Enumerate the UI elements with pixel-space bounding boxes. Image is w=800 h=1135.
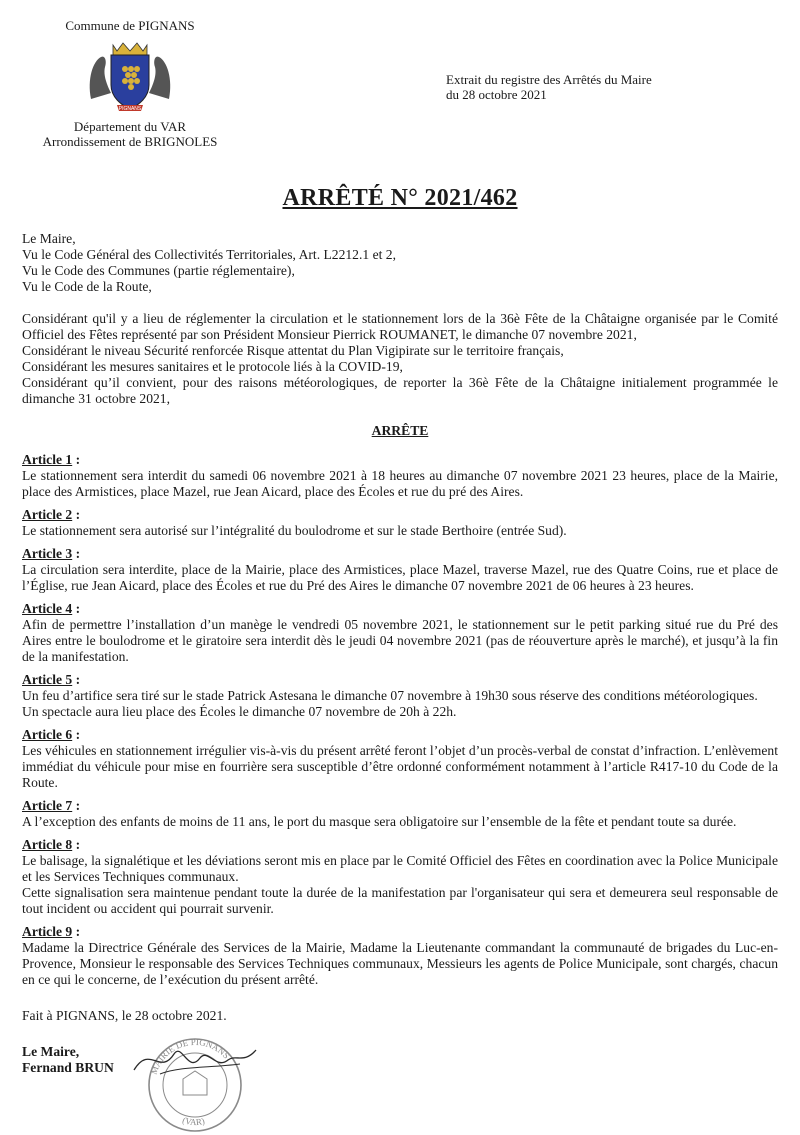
article-heading: [22, 924, 778, 940]
article-title: Article 4: [22, 601, 73, 616]
article-heading: [22, 727, 778, 743]
article-heading: [22, 672, 778, 688]
article-5: [22, 672, 778, 720]
article-8: [22, 837, 778, 917]
arrete-heading: ARRÊTE: [371, 423, 429, 438]
coat-of-arms-logo: [85, 39, 175, 115]
article-colon: :: [72, 837, 81, 852]
article-colon: :: [72, 727, 81, 742]
signatory-name: Fernand BRUN: [22, 1060, 114, 1075]
article-colon: :: [72, 507, 81, 522]
article-4: [22, 601, 778, 665]
register-extract: [446, 72, 652, 102]
article-heading: [22, 837, 778, 853]
articles-list: [22, 452, 778, 988]
article-text: A l’exception des enfants de moins de 11 ans, le port du masque sera obligatoire sur l’ensemble de la fête et pendant toute sa durée.: [22, 814, 737, 829]
letterhead-block: [30, 18, 230, 149]
article-title: Article 1: [22, 452, 73, 467]
preamble-line: Vu le Code de la Route,: [22, 279, 152, 294]
article-9: [22, 924, 778, 988]
article-heading: [22, 601, 778, 617]
departement-label: Département du VAR: [73, 119, 187, 134]
article-heading: [22, 546, 778, 562]
preamble: [22, 231, 778, 295]
document-body: [22, 231, 778, 1076]
article-text: La circulation sera interdite, place de la Mairie, place des Armistices, place Mazel, traverse Mazel, rue des Quatre Coins, rue et place de l’Église, rue Jean Aicard, place des Écoles et rue du Pré des Aires le dimanche 07 novembre 2021 de 06 heures à 23 heures.: [22, 562, 778, 593]
article-title: Article 2: [22, 507, 73, 522]
handwritten-signature: [130, 1040, 260, 1080]
article-heading: [22, 507, 778, 523]
extract-line-2: du 28 octobre 2021: [446, 87, 547, 102]
fait-a-line: Fait à PIGNANS, le 28 octobre 2021.: [22, 1008, 227, 1023]
preamble-line: Vu le Code des Communes (partie réglementaire),: [22, 263, 295, 278]
article-7: [22, 798, 778, 830]
article-colon: :: [72, 546, 81, 561]
document-title: ARRÊTÉ N° 2021/462: [282, 185, 518, 211]
preamble-line: Vu le Code Général des Collectivités Territoriales, Art. L2212.1 et 2,: [22, 247, 396, 262]
article-title: Article 6: [22, 727, 73, 742]
article-colon: :: [72, 601, 81, 616]
article-title: Article 8: [22, 837, 73, 852]
article-text: Cette signalisation sera maintenue pendant toute la durée de la manifestation par l'organisateur qui sera et demeurera seul responsable de tout incident ou accident qui pourrait survenir.: [22, 885, 778, 916]
svg-text:MAIRIE DE PIGNANS: MAIRIE DE PIGNANS: [148, 1036, 232, 1076]
extract-line-1: Extrait du registre des Arrêtés du Maire: [446, 72, 652, 87]
signatory-title: Le Maire,: [22, 1044, 80, 1059]
article-title: Article 7: [22, 798, 73, 813]
considerants: [22, 311, 778, 407]
article-text: Les véhicules en stationnement irrégulier vis-à-vis du présent arrêté feront l’objet d’un procès-verbal de constat d’infraction. L’enlèvement immédiat du véhicule pour mise en fourrière sera susceptible d’être ordonné conformément notamment à l’article R417-10 du Code de la Route.: [22, 743, 778, 790]
article-heading: [22, 452, 778, 468]
article-text: Le stationnement sera autorisé sur l’intégralité du boulodrome et sur le stade Berthoire (entrée Sud).: [22, 523, 567, 538]
preamble-line: Le Maire,: [22, 231, 76, 246]
article-text: Un feu d’artifice sera tiré sur le stade Patrick Astesana le dimanche 07 novembre à 19h30 sous réserve des conditions météorologiques.: [22, 688, 758, 703]
article-colon: :: [72, 924, 81, 939]
article-text: Un spectacle aura lieu place des Écoles le dimanche 07 novembre de 20h à 22h.: [22, 704, 457, 719]
considerant-paragraph: Considérant les mesures sanitaires et le protocole liés à la COVID-19,: [22, 359, 403, 374]
article-heading: [22, 798, 778, 814]
article-title: Article 9: [22, 924, 73, 939]
article-colon: :: [72, 672, 81, 687]
article-text: Afin de permettre l’installation d’un manège le vendredi 05 novembre 2021, le stationnement sur le petit parking situé rue du Pré des Aires entre le boulodrome et le giratoire sera interdit dès le jeudi 04 novembre 2021 (pas de réouverture après le marché), et jusqu’à la fin de la manifestation.: [22, 617, 778, 664]
article-3: [22, 546, 778, 594]
svg-text:PIGNANS: PIGNANS: [118, 106, 142, 112]
article-title: Article 5: [22, 672, 73, 687]
article-1: [22, 452, 778, 500]
article-text: Madame la Directrice Générale des Services de la Mairie, Madame la Lieutenante commandant la communauté de brigades du Luc-en-Provence, Monsieur le responsable des Services Techniques communaux, Messieurs les agents de Police Municipale, sont chargés, chacun en ce qui le concerne, de l’exécution du présent arrêté.: [22, 940, 778, 987]
svg-text:(VAR): (VAR): [181, 1114, 206, 1128]
considerant-paragraph: Considérant qu’il convient, pour des raisons météorologiques, de reporter la 36è Fête de la Châtaigne initialement programmée le dimanche 31 octobre 2021,: [22, 375, 778, 406]
arrondissement-label: Arrondissement de BRIGNOLES: [42, 134, 218, 149]
article-6: [22, 727, 778, 791]
article-text: Le balisage, la signalétique et les déviations seront mis en place par le Comité Officiel des Fêtes en coordination avec la Police Municipale et les Services Techniques communaux.: [22, 853, 778, 884]
article-title: Article 3: [22, 546, 73, 561]
considerant-paragraph: Considérant qu'il y a lieu de réglementer la circulation et le stationnement lors de la 36è Fête de la Châtaigne organisée par le Comité Officiel des Fêtes représenté par son Président Monsieur Pierrick ROUMANET, le dimanche 07 novembre 2021,: [22, 311, 778, 342]
commune-name: Commune de PIGNANS: [65, 18, 195, 33]
article-colon: :: [72, 798, 81, 813]
article-colon: :: [72, 452, 81, 467]
article-2: [22, 507, 778, 539]
article-text: Le stationnement sera interdit du samedi 06 novembre 2021 à 18 heures au dimanche 07 novembre 2021 23 heures, place de la Mairie, place des Armistices, place Mazel, rue Jean Aicard, place des Écoles et rue du pré des Aires.: [22, 468, 778, 499]
considerant-paragraph: Considérant le niveau Sécurité renforcée Risque attentat du Plan Vigipirate sur le territoire français,: [22, 343, 564, 358]
